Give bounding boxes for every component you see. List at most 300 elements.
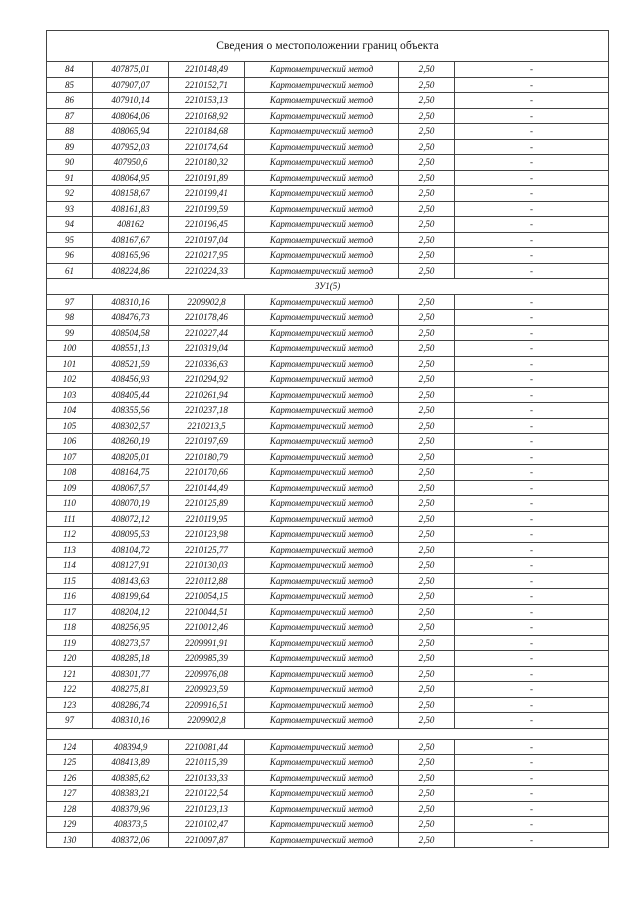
method-cell: Картометрический метод <box>245 604 399 620</box>
accuracy-cell: 2,50 <box>399 697 455 713</box>
accuracy-cell: 2,50 <box>399 108 455 124</box>
method-cell: Картометрический метод <box>245 496 399 512</box>
coord-x-cell: 408260,19 <box>93 434 169 450</box>
description-cell: - <box>455 325 609 341</box>
coord-x-cell: 408067,57 <box>93 480 169 496</box>
method-cell: Картометрический метод <box>245 155 399 171</box>
table-row <box>47 310 609 326</box>
accuracy-cell: 2,50 <box>399 604 455 620</box>
point-number-cell: 130 <box>47 832 93 848</box>
method-cell: Картометрический метод <box>245 201 399 217</box>
table-row <box>47 263 609 279</box>
accuracy-cell: 2,50 <box>399 558 455 574</box>
accuracy-cell: 2,50 <box>399 77 455 93</box>
point-number-cell: 112 <box>47 527 93 543</box>
coord-x-cell: 408199,64 <box>93 589 169 605</box>
coord-y-cell: 2210197,04 <box>169 232 245 248</box>
accuracy-cell: 2,50 <box>399 155 455 171</box>
method-cell: Картометрический метод <box>245 232 399 248</box>
coord-y-cell: 2210012,46 <box>169 620 245 636</box>
point-number-cell: 113 <box>47 542 93 558</box>
table-row <box>47 480 609 496</box>
point-number-cell: 115 <box>47 573 93 589</box>
coord-y-cell: 2210112,88 <box>169 573 245 589</box>
description-cell: - <box>455 511 609 527</box>
method-cell: Картометрический метод <box>245 755 399 771</box>
description-cell: - <box>455 93 609 109</box>
coord-y-cell: 2209902,8 <box>169 713 245 729</box>
method-cell: Картометрический метод <box>245 558 399 574</box>
table-row <box>47 817 609 833</box>
coord-x-cell: 408104,72 <box>93 542 169 558</box>
coord-x-cell: 407875,01 <box>93 62 169 78</box>
coord-y-cell: 2210115,39 <box>169 755 245 771</box>
table-row <box>47 418 609 434</box>
description-cell: - <box>455 573 609 589</box>
table-title: Сведения о местоположении границ объекта <box>47 31 609 62</box>
description-cell: - <box>455 139 609 155</box>
description-cell: - <box>455 186 609 202</box>
table-row <box>47 666 609 682</box>
method-cell: Картометрический метод <box>245 124 399 140</box>
coord-y-cell: 2210130,03 <box>169 558 245 574</box>
table-row <box>47 62 609 78</box>
coord-y-cell: 2210199,41 <box>169 186 245 202</box>
description-cell: - <box>455 356 609 372</box>
table-row <box>47 325 609 341</box>
description-cell: - <box>455 449 609 465</box>
coord-x-cell: 408161,83 <box>93 201 169 217</box>
coord-x-cell: 408413,89 <box>93 755 169 771</box>
coord-x-cell: 408256,95 <box>93 620 169 636</box>
point-number-cell: 87 <box>47 108 93 124</box>
method-cell: Картометрический метод <box>245 682 399 698</box>
description-cell: - <box>455 465 609 481</box>
coord-x-cell: 408310,16 <box>93 713 169 729</box>
method-cell: Картометрический метод <box>245 770 399 786</box>
point-number-cell: 88 <box>47 124 93 140</box>
point-number-cell: 111 <box>47 511 93 527</box>
accuracy-cell: 2,50 <box>399 62 455 78</box>
section-row <box>47 728 609 739</box>
point-number-cell: 61 <box>47 263 93 279</box>
description-cell: - <box>455 77 609 93</box>
coord-y-cell: 2210125,89 <box>169 496 245 512</box>
accuracy-cell: 2,50 <box>399 739 455 755</box>
method-cell: Картометрический метод <box>245 573 399 589</box>
point-number-cell: 97 <box>47 713 93 729</box>
coord-y-cell: 2210227,44 <box>169 325 245 341</box>
coord-x-cell: 408355,56 <box>93 403 169 419</box>
point-number-cell: 85 <box>47 77 93 93</box>
method-cell: Картометрический метод <box>245 480 399 496</box>
point-number-cell: 96 <box>47 248 93 264</box>
table-row <box>47 697 609 713</box>
accuracy-cell: 2,50 <box>399 434 455 450</box>
coord-y-cell: 2210081,44 <box>169 739 245 755</box>
coord-x-cell: 408072,12 <box>93 511 169 527</box>
table-row <box>47 294 609 310</box>
coord-x-cell: 408310,16 <box>93 294 169 310</box>
accuracy-cell: 2,50 <box>399 465 455 481</box>
coord-x-cell: 408095,53 <box>93 527 169 543</box>
accuracy-cell: 2,50 <box>399 310 455 326</box>
table-row <box>47 232 609 248</box>
method-cell: Картометрический метод <box>245 170 399 186</box>
coord-y-cell: 2210153,13 <box>169 93 245 109</box>
coord-y-cell: 2210170,66 <box>169 465 245 481</box>
description-cell: - <box>455 294 609 310</box>
table-row <box>47 739 609 755</box>
table-row <box>47 558 609 574</box>
coord-y-cell: 2209985,39 <box>169 651 245 667</box>
coord-x-cell: 408301,77 <box>93 666 169 682</box>
accuracy-cell: 2,50 <box>399 480 455 496</box>
method-cell: Картометрический метод <box>245 589 399 605</box>
description-cell: - <box>455 832 609 848</box>
accuracy-cell: 2,50 <box>399 755 455 771</box>
point-number-cell: 95 <box>47 232 93 248</box>
accuracy-cell: 2,50 <box>399 418 455 434</box>
accuracy-cell: 2,50 <box>399 263 455 279</box>
method-cell: Картометрический метод <box>245 542 399 558</box>
coord-y-cell: 2209916,51 <box>169 697 245 713</box>
point-number-cell: 116 <box>47 589 93 605</box>
method-cell: Картометрический метод <box>245 635 399 651</box>
method-cell: Картометрический метод <box>245 697 399 713</box>
coord-y-cell: 2210119,95 <box>169 511 245 527</box>
method-cell: Картометрический метод <box>245 786 399 802</box>
point-number-cell: 127 <box>47 786 93 802</box>
point-number-cell: 124 <box>47 739 93 755</box>
point-number-cell: 122 <box>47 682 93 698</box>
description-cell: - <box>455 697 609 713</box>
point-number-cell: 93 <box>47 201 93 217</box>
description-cell: - <box>455 341 609 357</box>
point-number-cell: 106 <box>47 434 93 450</box>
method-cell: Картометрический метод <box>245 108 399 124</box>
section-row <box>47 279 609 295</box>
method-cell: Картометрический метод <box>245 217 399 233</box>
coord-x-cell: 408064,95 <box>93 170 169 186</box>
coord-y-cell: 2210178,46 <box>169 310 245 326</box>
coord-y-cell: 2209923,59 <box>169 682 245 698</box>
accuracy-cell: 2,50 <box>399 186 455 202</box>
point-number-cell: 97 <box>47 294 93 310</box>
point-number-cell: 128 <box>47 801 93 817</box>
point-number-cell: 103 <box>47 387 93 403</box>
point-number-cell: 104 <box>47 403 93 419</box>
method-cell: Картометрический метод <box>245 403 399 419</box>
coord-y-cell: 2209902,8 <box>169 294 245 310</box>
coord-x-cell: 408064,06 <box>93 108 169 124</box>
point-number-cell: 129 <box>47 817 93 833</box>
table-row <box>47 573 609 589</box>
coord-y-cell: 2210184,68 <box>169 124 245 140</box>
description-cell: - <box>455 403 609 419</box>
coord-y-cell: 2210123,98 <box>169 527 245 543</box>
accuracy-cell: 2,50 <box>399 635 455 651</box>
method-cell: Картометрический метод <box>245 527 399 543</box>
coord-y-cell: 2210180,79 <box>169 449 245 465</box>
method-cell: Картометрический метод <box>245 651 399 667</box>
point-number-cell: 94 <box>47 217 93 233</box>
point-number-cell: 118 <box>47 620 93 636</box>
coord-y-cell: 2210213,5 <box>169 418 245 434</box>
description-cell: - <box>455 801 609 817</box>
accuracy-cell: 2,50 <box>399 372 455 388</box>
coord-x-cell: 408127,91 <box>93 558 169 574</box>
accuracy-cell: 2,50 <box>399 217 455 233</box>
description-cell: - <box>455 651 609 667</box>
description-cell: - <box>455 217 609 233</box>
coord-y-cell: 2210144,49 <box>169 480 245 496</box>
description-cell: - <box>455 418 609 434</box>
coord-x-cell: 408302,57 <box>93 418 169 434</box>
coord-x-cell: 408456,93 <box>93 372 169 388</box>
point-number-cell: 117 <box>47 604 93 620</box>
point-number-cell: 108 <box>47 465 93 481</box>
coord-x-cell: 407950,6 <box>93 155 169 171</box>
table-row <box>47 139 609 155</box>
point-number-cell: 110 <box>47 496 93 512</box>
description-cell: - <box>455 201 609 217</box>
description-cell: - <box>455 480 609 496</box>
table-row <box>47 77 609 93</box>
coord-y-cell: 2210168,92 <box>169 108 245 124</box>
coord-y-cell: 2210261,94 <box>169 387 245 403</box>
table-row <box>47 372 609 388</box>
point-number-cell: 105 <box>47 418 93 434</box>
accuracy-cell: 2,50 <box>399 832 455 848</box>
coord-x-cell: 408373,5 <box>93 817 169 833</box>
table-row <box>47 496 609 512</box>
method-cell: Картометрический метод <box>245 817 399 833</box>
section-heading <box>47 728 609 739</box>
point-number-cell: 119 <box>47 635 93 651</box>
method-cell: Картометрический метод <box>245 620 399 636</box>
coord-y-cell: 2210148,49 <box>169 62 245 78</box>
description-cell: - <box>455 387 609 403</box>
coord-x-cell: 407910,14 <box>93 93 169 109</box>
coord-x-cell: 408476,73 <box>93 310 169 326</box>
accuracy-cell: 2,50 <box>399 449 455 465</box>
accuracy-cell: 2,50 <box>399 770 455 786</box>
table-row <box>47 713 609 729</box>
point-number-cell: 120 <box>47 651 93 667</box>
point-number-cell: 100 <box>47 341 93 357</box>
table-row <box>47 651 609 667</box>
description-cell: - <box>455 755 609 771</box>
coord-y-cell: 2210319,04 <box>169 341 245 357</box>
method-cell: Картометрический метод <box>245 186 399 202</box>
coord-y-cell: 2210122,54 <box>169 786 245 802</box>
accuracy-cell: 2,50 <box>399 325 455 341</box>
coord-x-cell: 408205,01 <box>93 449 169 465</box>
description-cell: - <box>455 527 609 543</box>
table-row <box>47 108 609 124</box>
coord-y-cell: 2210097,87 <box>169 832 245 848</box>
table-row <box>47 170 609 186</box>
description-cell: - <box>455 263 609 279</box>
description-cell: - <box>455 248 609 264</box>
coord-y-cell: 2210133,33 <box>169 770 245 786</box>
description-cell: - <box>455 232 609 248</box>
accuracy-cell: 2,50 <box>399 511 455 527</box>
coord-y-cell: 2210294,92 <box>169 372 245 388</box>
coord-x-cell: 408383,21 <box>93 786 169 802</box>
method-cell: Картометрический метод <box>245 372 399 388</box>
table-row <box>47 449 609 465</box>
coord-x-cell: 408224,86 <box>93 263 169 279</box>
method-cell: Картометрический метод <box>245 263 399 279</box>
table-row <box>47 341 609 357</box>
point-number-cell: 125 <box>47 755 93 771</box>
table-row <box>47 403 609 419</box>
accuracy-cell: 2,50 <box>399 341 455 357</box>
description-cell: - <box>455 310 609 326</box>
table-row <box>47 434 609 450</box>
document-sheet <box>46 30 608 848</box>
coord-x-cell: 408504,58 <box>93 325 169 341</box>
coord-x-cell: 408162 <box>93 217 169 233</box>
description-cell: - <box>455 589 609 605</box>
method-cell: Картометрический метод <box>245 93 399 109</box>
coord-y-cell: 2210217,95 <box>169 248 245 264</box>
coord-y-cell: 2209976,08 <box>169 666 245 682</box>
table-row <box>47 635 609 651</box>
point-number-cell: 89 <box>47 139 93 155</box>
point-number-cell: 91 <box>47 170 93 186</box>
method-cell: Картометрический метод <box>245 465 399 481</box>
table-row <box>47 755 609 771</box>
table-row <box>47 387 609 403</box>
description-cell: - <box>455 620 609 636</box>
coord-x-cell: 408372,06 <box>93 832 169 848</box>
point-number-cell: 84 <box>47 62 93 78</box>
coord-x-cell: 408379,96 <box>93 801 169 817</box>
accuracy-cell: 2,50 <box>399 403 455 419</box>
coord-x-cell: 407907,07 <box>93 77 169 93</box>
coord-x-cell: 408167,67 <box>93 232 169 248</box>
table-row <box>47 542 609 558</box>
coord-y-cell: 2210196,45 <box>169 217 245 233</box>
table-row <box>47 801 609 817</box>
accuracy-cell: 2,50 <box>399 817 455 833</box>
table-row <box>47 155 609 171</box>
coord-x-cell: 408165,96 <box>93 248 169 264</box>
coord-y-cell: 2210180,32 <box>169 155 245 171</box>
coord-y-cell: 2210224,33 <box>169 263 245 279</box>
coord-x-cell: 407952,03 <box>93 139 169 155</box>
table-row <box>47 201 609 217</box>
point-number-cell: 109 <box>47 480 93 496</box>
table-row <box>47 770 609 786</box>
description-cell: - <box>455 372 609 388</box>
method-cell: Картометрический метод <box>245 739 399 755</box>
accuracy-cell: 2,50 <box>399 651 455 667</box>
accuracy-cell: 2,50 <box>399 201 455 217</box>
coord-y-cell: 2210174,64 <box>169 139 245 155</box>
accuracy-cell: 2,50 <box>399 139 455 155</box>
method-cell: Картометрический метод <box>245 294 399 310</box>
coord-y-cell: 2210125,77 <box>169 542 245 558</box>
coord-y-cell: 2210199,59 <box>169 201 245 217</box>
coord-x-cell: 408143,63 <box>93 573 169 589</box>
coord-y-cell: 2210336,63 <box>169 356 245 372</box>
coord-x-cell: 408070,19 <box>93 496 169 512</box>
method-cell: Картометрический метод <box>245 341 399 357</box>
point-number-cell: 90 <box>47 155 93 171</box>
table-row <box>47 465 609 481</box>
accuracy-cell: 2,50 <box>399 232 455 248</box>
table-row <box>47 124 609 140</box>
accuracy-cell: 2,50 <box>399 682 455 698</box>
method-cell: Картометрический метод <box>245 449 399 465</box>
accuracy-cell: 2,50 <box>399 124 455 140</box>
table-row <box>47 93 609 109</box>
coord-y-cell: 2209991,91 <box>169 635 245 651</box>
description-cell: - <box>455 62 609 78</box>
coord-y-cell: 2210054,15 <box>169 589 245 605</box>
method-cell: Картометрический метод <box>245 387 399 403</box>
accuracy-cell: 2,50 <box>399 542 455 558</box>
accuracy-cell: 2,50 <box>399 786 455 802</box>
accuracy-cell: 2,50 <box>399 713 455 729</box>
point-number-cell: 102 <box>47 372 93 388</box>
description-cell: - <box>455 170 609 186</box>
description-cell: - <box>455 124 609 140</box>
method-cell: Картометрический метод <box>245 325 399 341</box>
coord-y-cell: 2210191,89 <box>169 170 245 186</box>
accuracy-cell: 2,50 <box>399 294 455 310</box>
method-cell: Картометрический метод <box>245 511 399 527</box>
accuracy-cell: 2,50 <box>399 666 455 682</box>
coord-y-cell: 2210152,71 <box>169 77 245 93</box>
coord-x-cell: 408275,81 <box>93 682 169 698</box>
coord-y-cell: 2210123,13 <box>169 801 245 817</box>
method-cell: Картометрический метод <box>245 356 399 372</box>
coord-x-cell: 408065,94 <box>93 124 169 140</box>
accuracy-cell: 2,50 <box>399 620 455 636</box>
accuracy-cell: 2,50 <box>399 801 455 817</box>
method-cell: Картометрический метод <box>245 713 399 729</box>
coord-y-cell: 2210044,51 <box>169 604 245 620</box>
method-cell: Картометрический метод <box>245 434 399 450</box>
point-number-cell: 98 <box>47 310 93 326</box>
description-cell: - <box>455 108 609 124</box>
description-cell: - <box>455 817 609 833</box>
table-row <box>47 527 609 543</box>
description-cell: - <box>455 739 609 755</box>
method-cell: Картометрический метод <box>245 139 399 155</box>
table-row <box>47 620 609 636</box>
description-cell: - <box>455 155 609 171</box>
coord-x-cell: 408394,9 <box>93 739 169 755</box>
title-row <box>47 31 609 62</box>
point-number-cell: 126 <box>47 770 93 786</box>
accuracy-cell: 2,50 <box>399 248 455 264</box>
accuracy-cell: 2,50 <box>399 356 455 372</box>
table-row <box>47 186 609 202</box>
coord-x-cell: 408164,75 <box>93 465 169 481</box>
table-row <box>47 589 609 605</box>
description-cell: - <box>455 770 609 786</box>
section-heading: ЗУ1(5) <box>47 279 609 295</box>
table-row <box>47 604 609 620</box>
description-cell: - <box>455 542 609 558</box>
table-row <box>47 832 609 848</box>
